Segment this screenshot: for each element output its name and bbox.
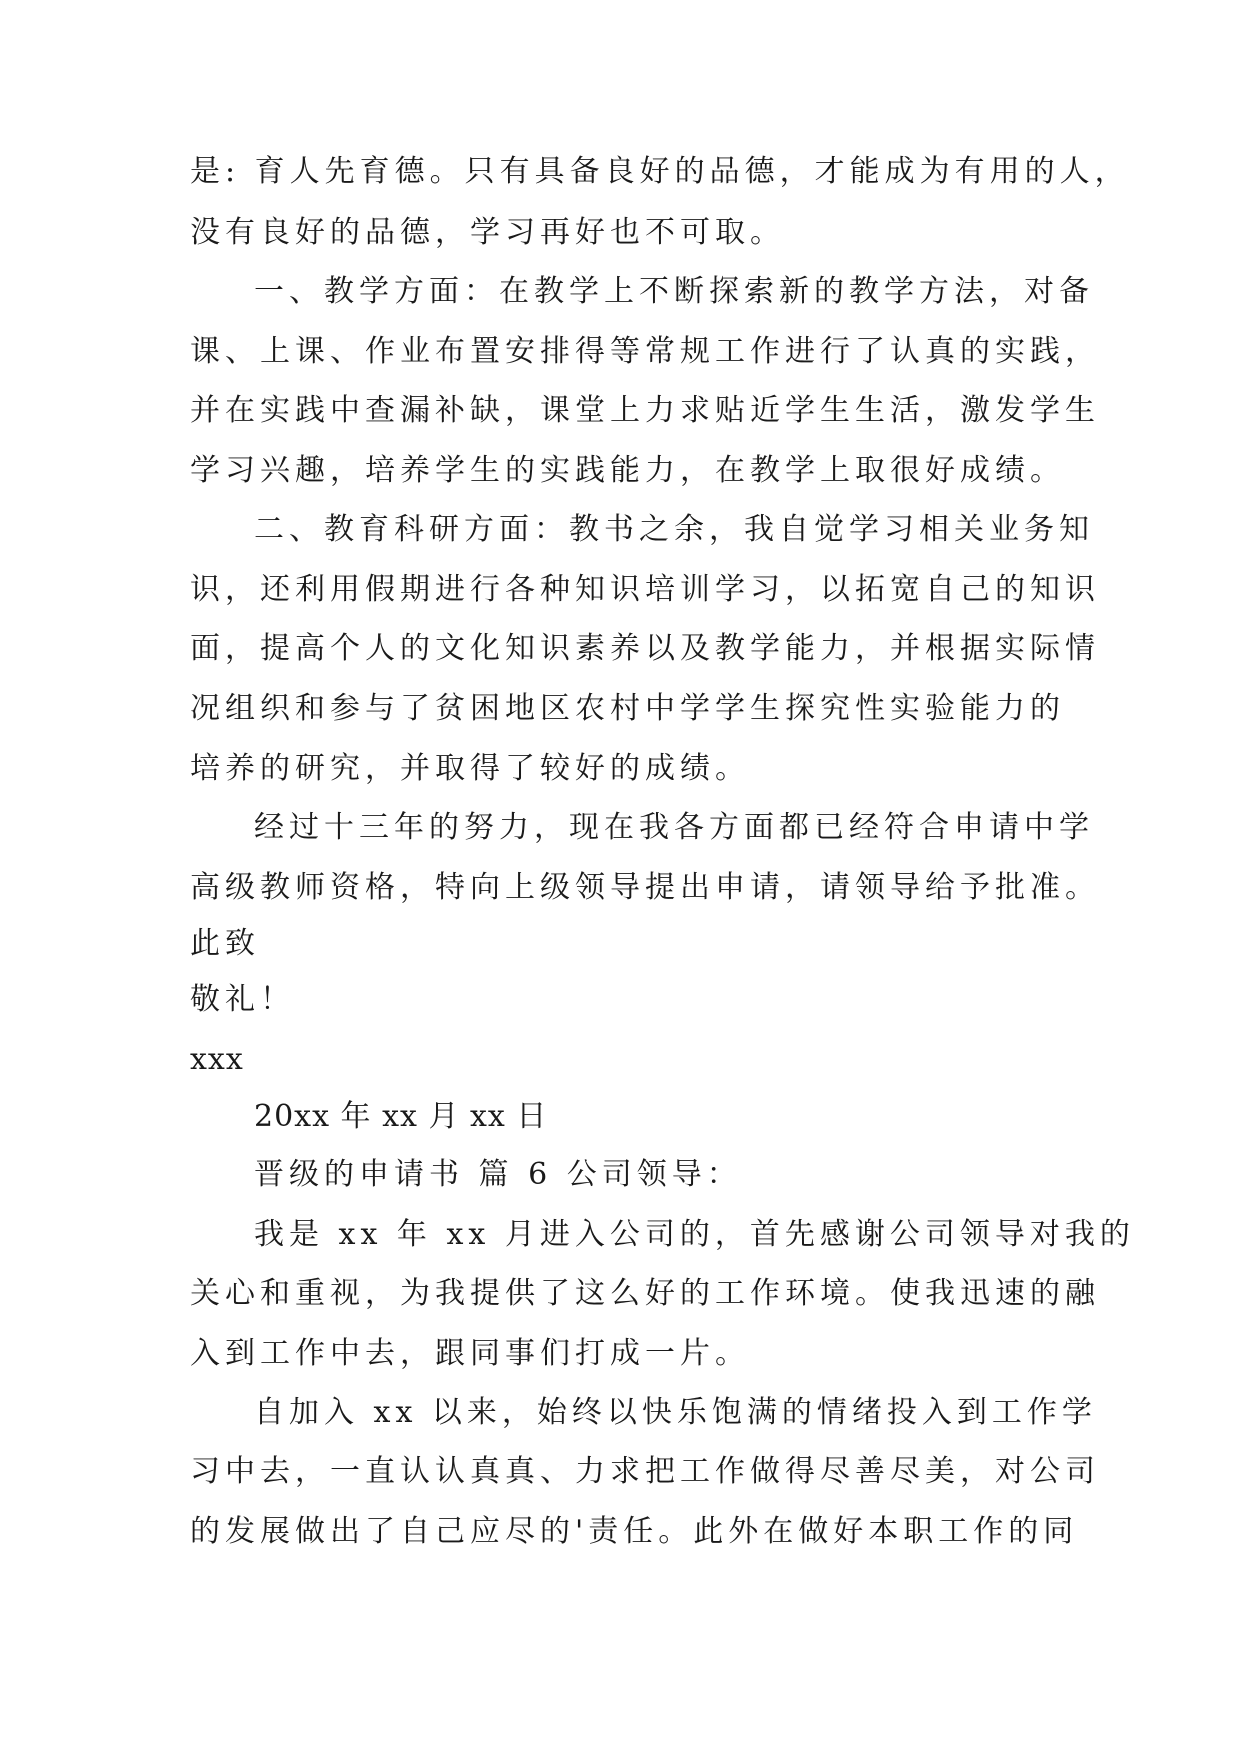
body-text-line: 习中去，一直认认真真、力求把工作做得尽善尽美，对公司 xyxy=(190,1454,1100,1489)
body-text-line: 是: 育人先育德。只有具备良好的品德，才能成为有用的人， xyxy=(190,154,1130,189)
body-text-line: 课、上课、作业布置安排得等常规工作进行了认真的实践， xyxy=(190,334,1100,369)
body-text-line: 没有良好的品德，学习再好也不可取。 xyxy=(190,215,785,250)
signature-name: xxx xyxy=(190,1042,244,1077)
paragraph-research: 二、教育科研方面：教书之余，我自觉学习相关业务知 xyxy=(254,512,1094,547)
body-text-line: 况组织和参与了贫困地区农村中学学生探究性实验能力的 xyxy=(190,691,1065,726)
body-text-line: 的发展做出了自己应尽的'责任。此外在做好本职工作的同 xyxy=(190,1514,1079,1549)
body-text-line: 入到工作中去，跟同事们打成一片。 xyxy=(190,1336,750,1371)
paragraph-conclusion: 经过十三年的努力，现在我各方面都已经符合申请中学 xyxy=(254,810,1094,845)
body-text-line: 培养的研究，并取得了较好的成绩。 xyxy=(190,751,750,786)
paragraph-work: 自加入 xx 以来，始终以快乐饱满的情绪投入到工作学 xyxy=(254,1395,1097,1430)
paragraph-intro: 我是 xx 年 xx 月进入公司的，首先感谢公司领导对我的 xyxy=(254,1217,1135,1252)
paragraph-teaching: 一、教学方面：在教学上不断探索新的教学方法，对备 xyxy=(254,274,1094,309)
closing-regards: 敬礼！ xyxy=(190,982,295,1017)
section-heading: 晋级的申请书 篇 6 公司领导： xyxy=(254,1157,742,1192)
signature-date: 20xx 年 xx 月 xx 日 xyxy=(254,1099,548,1134)
body-text-line: 面，提高个人的文化知识素养以及教学能力，并根据实际情 xyxy=(190,631,1100,666)
body-text-line: 高级教师资格，特向上级领导提出申请，请领导给予批准。 xyxy=(190,870,1100,905)
body-text-line: 并在实践中查漏补缺，课堂上力求贴近学生生活，激发学生 xyxy=(190,393,1100,428)
body-text-line: 关心和重视，为我提供了这么好的工作环境。使我迅速的融 xyxy=(190,1276,1100,1311)
closing-salutation: 此致 xyxy=(190,926,260,961)
body-text-line: 学习兴趣，培养学生的实践能力，在教学上取很好成绩。 xyxy=(190,453,1065,488)
body-text-line: 识，还利用假期进行各种知识培训学习，以拓宽自己的知识 xyxy=(190,572,1100,607)
